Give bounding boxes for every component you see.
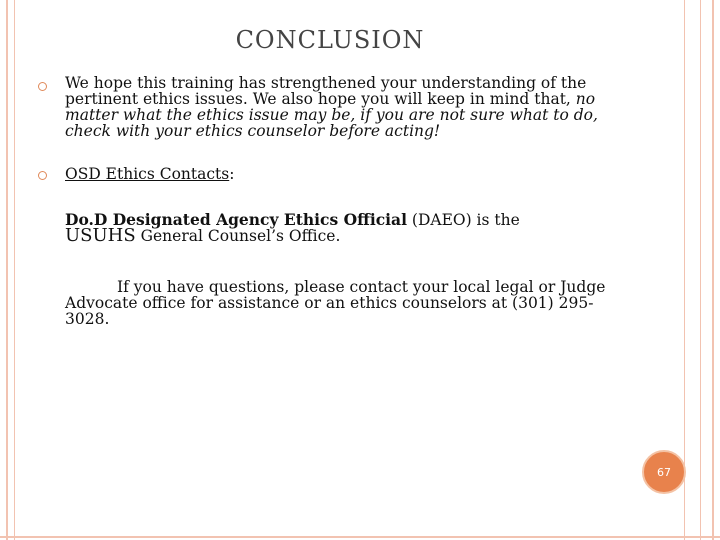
- daeo-office: General Counsel’s Office.: [135, 227, 341, 245]
- decorative-line: [0, 536, 720, 538]
- daeo-text: (DAEO) is the: [406, 211, 520, 229]
- bullet-paragraph-2: [65, 166, 645, 182]
- decorative-line: [14, 0, 15, 540]
- decorative-line: [6, 0, 8, 540]
- decorative-line: [700, 0, 701, 540]
- daeo-org: USUHS: [65, 225, 136, 246]
- ethics-contacts-colon: :: [229, 165, 235, 183]
- contact-text: If you have questions, please contact your local legal or Judge Advocate office for assistance or an ethics counselors at (301) 295-3028.: [65, 278, 606, 328]
- contact-paragraph: [65, 279, 625, 327]
- ethics-contacts-label: OSD Ethics Contacts: [65, 165, 230, 183]
- daeo-title: Do.D Designated Agency Ethics Official: [65, 210, 407, 229]
- bullet-circle-icon: [38, 171, 47, 180]
- bullet-paragraph-1: [65, 75, 645, 139]
- decorative-line: [712, 0, 714, 540]
- page-number: 67: [657, 465, 671, 479]
- daeo-paragraph: [65, 212, 645, 244]
- bullet-1-italic-text: no matter what the ethics issue may be, if you are not sure what to do, check with your ethics counselor before acting!: [65, 90, 598, 140]
- page-number-badge: [642, 450, 686, 494]
- bullet-1-text: We hope this training has strengthened your understanding of the pertinent ethics issues. We also hope you will keep in mind that,: [65, 74, 587, 108]
- decorative-line: [684, 0, 685, 540]
- bullet-circle-icon: [38, 82, 47, 91]
- slide-title: CONCLUSION: [235, 26, 425, 54]
